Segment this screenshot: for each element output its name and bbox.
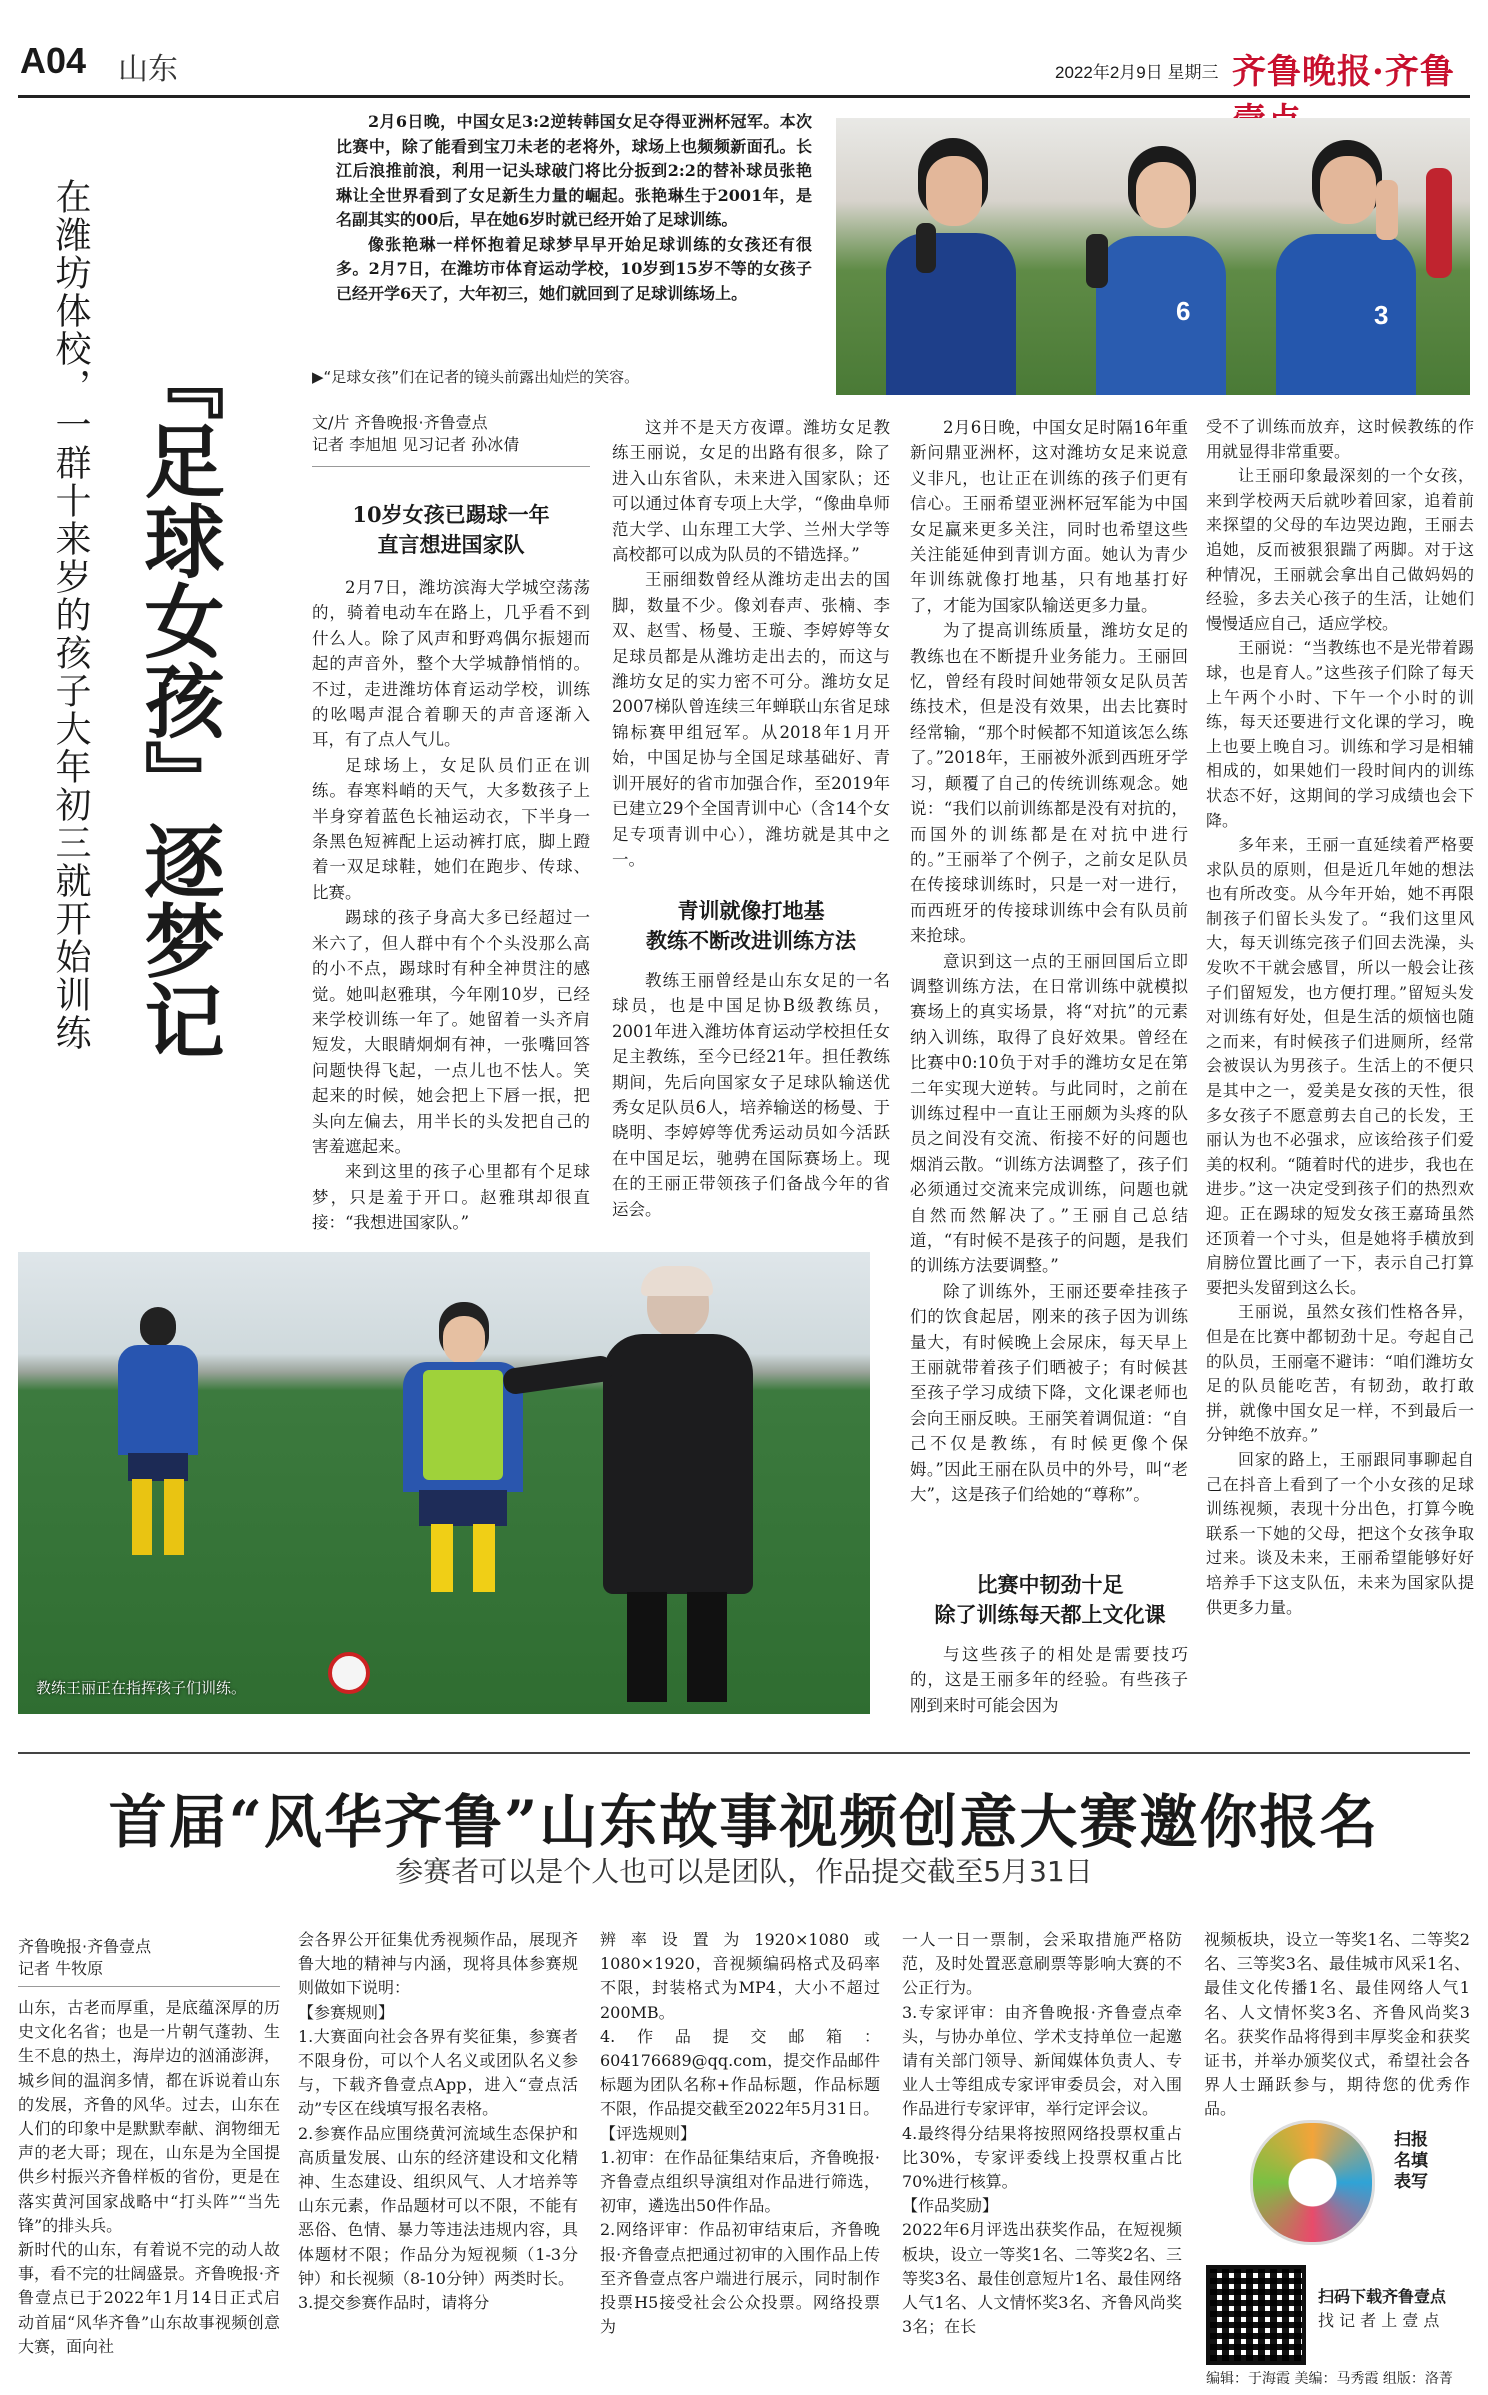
column-2b — [612, 968, 890, 1222]
page-footer-credits: 编辑：于海霞 美编：马秀霞 组版：洛菁 — [1206, 2371, 1453, 2387]
contest-col-4: 一人一日一票制，会采取措施严格防范，及时处置恶意刷票等影响大赛的不公正行为。 3.专家评审：由齐鲁晚报·齐鲁壹点牵头，与协办单位、学术支持单位一起邀请有关部门领导、新闻媒体负责人、专业人士等组成专家评审委员会，对入围作品进行专家评审，举行定评会议。 4.最终得分结果将按照网络投票权重占比30%，专家评委线上投票权重占比70%进行核算。 【作品奖励】 2022年6月评选出获奖作品，在短视频板块，设立一等奖1名、二等奖2名、三等奖3名、最佳创意短片1名、最佳网络人气1名、人文情怀奖3名、齐鲁风尚奖3名；在长 — [902, 1930, 1182, 2337]
col1-para: 足球场上，女足队员们正在训练。春寒料峭的天气，大多数孩子上半身穿着蓝色长袖运动衣，下半身一条黑色短裤配上运动裤打底，脚上蹬着一双足球鞋，她们在跑步、传球、比赛。 — [312, 755, 590, 902]
contest-byline — [18, 1936, 278, 1980]
app-qr-label — [1318, 2285, 1478, 2333]
subhead-3: 比赛中韧劲十足 除了训练每天都上文化课 — [934, 1572, 1166, 1627]
photo1-caption: ▶“足球女孩”们在记者的镜头前露出灿烂的笑容。 — [312, 368, 640, 386]
col3-para: 2月6日晚，中国女足时隔16年重新问鼎亚洲杯，这对潍坊女足来说意义非凡，也让正在训练的孩子们更有信心。王丽希望亚洲杯冠军能为中国女足赢来更多关注，同时也希望这些关注能延伸到青训方面。她认为青少年训练就像打地基，只有地基打好了，才能为国家队输送更多力量。 — [910, 418, 1188, 615]
column-3b — [910, 1642, 1188, 1718]
signup-qr-label: 扫报名填表写 — [1394, 2130, 1428, 2192]
contest-col-3: 辨率设置为1920×1080或1080×1920，音视频编码格式及码率不限，封装格式为MP4，大小不超过200MB。 4.作品提交邮箱：604176689@qq.com，提交作品邮件标题为团队名称+作品标题，作品标题不限，作品提交截至2022年5月31日。 【评选规则】 1.初审：在作品征集结束后，齐鲁晚报·齐鲁壹点组织导演组对作品进行筛选，初审，遴选出50件作品。 2.网络评审：作品初审结束后，齐鲁晚报·齐鲁壹点把通过初审的入围作品上传至齐鲁壹点客户端进行展示，同时制作投票H5接受社会公众投票。网络投票为 — [600, 1930, 880, 2337]
article-intro — [336, 110, 812, 306]
col2b-para: 教练王丽曾经是山东女足的一名球员，也是中国足协B级教练员，2001年进入潍坊体育运动学校担任女足主教练，至今已经21年。担任教练期间，先后向国家女子足球队输送优秀女足队员6人，培养输送的杨曼、于晓明、李婷婷等优秀运动员如今活跃在中国足坛，驰骋在国际赛场上。现在的王丽正带领孩子们备战今年的省运会。 — [612, 971, 890, 1219]
col4-para: 王丽说，虽然女孩们性格各异，但是在比赛中都韧劲十足。夸起自己的队员，王丽毫不避讳：“咱们潍坊女足的队员能吃苦，有韧劲，敢打敢拼，就像中国女足一样，不到最后一分钟绝不放弃。” — [1206, 1302, 1474, 1445]
byline-line-2: 记者 李旭旭 见习记者 孙冰倩 — [312, 435, 520, 454]
contest-byline-line-1: 齐鲁晚报·齐鲁壹点 — [18, 1937, 152, 1956]
app-qr-label-line-1: 扫码下载齐鲁壹点 — [1318, 2287, 1447, 2306]
col2-para: 这并不是天方夜谭。潍坊女足教练王丽说，女足的出路有很多，除了进入山东省队，未来进入国家队；还可以通过体育专项上大学，“像曲阜师范大学、山东理工大学、兰州大学等高校都可以成为队员的不错选择。” — [612, 418, 890, 565]
intro-para-1: 2月6日晚，中国女足3:2逆转韩国女足夺得亚洲杯冠军。本次比赛中，除了能看到宝刀未老的老将外，球场上也频频新面孔。长江后浪推前浪，利用一记头球破门将比分扳到2:2的替补球员张艳琳让全世界看到了女足新生力量的崛起。张艳琳生于2001年，是名副其实的00后，早在她6岁时就已经开始了足球训练。 — [336, 112, 812, 229]
photo-football-girls: 6 3 — [836, 118, 1470, 395]
issue-date: 2022年2月9日 星期三 — [1055, 63, 1219, 82]
article-title: 『足球女孩』逐梦记 — [131, 340, 225, 1060]
subhead-1: 10岁女孩已踢球一年 直言想进国家队 — [352, 502, 550, 557]
column-2 — [612, 415, 890, 872]
col3-para: 意识到这一点的王丽回国后立即调整训练方法，在日常训练中就模拟赛场上的真实场景，将“对抗”的元素纳入训练，取得了良好效果。曾经在比赛中0:10负于对手的潍坊女足在第二年实现大逆转。与此同时，之前在训练过程中一直让王丽颇为头疼的队员之间没有交流、衔接不好的问题也烟消云散。“训练方法调整了，孩子们必须通过交流来完成训练，问题也就自然而然解决了。”王丽自己总结道，“有时候不是孩子的问题，是我们的训练方法要调整。” — [910, 951, 1188, 1276]
col3b-para: 与这些孩子的相处是需要技巧的，这是王丽多年的经验。有些孩子刚到来时可能会因为 — [910, 1645, 1188, 1715]
contest-col-5: 视频板块，设立一等奖1名、二等奖2名、三等奖3名、最佳城市风采1名、最佳文化传播1名、最佳网络人气1名、人文情怀奖3名、齐鲁风尚奖3名。获奖作品将得到丰厚奖金和获奖证书，并举办颁奖仪式，希望社会各界人士踊跃参与，期待您的优秀作品。 — [1204, 1930, 1470, 2119]
article-byline — [312, 412, 582, 456]
col1-para: 踢球的孩子身高大多已经超过一米六了，但人群中有个个头没那么高的小不点，踢球时有种全神贯注的感觉。她叫赵雅琪，今年刚10岁，已经来学校训练一年了。她留着一头齐肩短发，大眼睛炯炯有神，一张嘴回答问题快得飞起，一点儿也不怯人。笑起来的时候，她会把上下唇一抿，把头向左偏去，用半长的头发把自己的害羞遮起来。 — [312, 908, 590, 1156]
contest-byline-rule — [18, 1986, 280, 1987]
col1-para: 来到这里的孩子心里都有个足球梦，只是羞于开口。赵雅琪却很直接：“我想进国家队。” — [312, 1162, 590, 1233]
col3-para: 除了训练外，王丽还要牵挂孩子们的饮食起居，刚来的孩子因为训练量大，有时候晚上会尿床，每天早上王丽就带着孩子们晒被子；有时候甚至孩子学习成绩下降，文化课老师也会向王丽反映。王丽笑着调侃道：“自己不仅是教练，有时候更像个保姆。”因此王丽在队员中的外号，叫“老大”，这是孩子们给她的“尊称”。 — [910, 1281, 1188, 1505]
col4-para: 王丽说：“当教练也不是光带着踢球，也是育人。”这些孩子们除了每天上午两个小时、下午一个小时的训练，每天还要进行文化课的学习，晚上也要上晚自习。训练和学习是相辅相成的，如果她们一段时间内的训练状态不好，这期间的学习成绩也会下降。 — [1206, 638, 1474, 830]
byline-rule — [312, 466, 590, 467]
app-qr-label-line-2: 找 记 者 上 壹 点 — [1318, 2311, 1440, 2330]
col2-para: 王丽细数曾经从潍坊走出去的国脚，数量不少。像刘春声、张楠、李双、赵雪、杨曼、王璇、李婷婷等女足球员都是从潍坊走出去的，而这与潍坊女足的实力密不可分。潍坊女足2007梯队曾连续三年蝉联山东省足球锦标赛甲组冠军。从2018年1月开始，中国足协与全国足球基础好、青训开展好的省市加强合作，至2019年已建立29个全国青训中心（含14个女足专项青训中心），潍坊就是其中之一。 — [612, 570, 890, 869]
column-1 — [312, 575, 590, 1236]
col4-para: 让王丽印象最深刻的一个女孩，来到学校两天后就吵着回家，追着前来探望的父母的车边哭边跑，王丽去追她，反而被狠狠踹了两脚。对于这种情况，王丽就会拿出自己做妈妈的经验，多去关心孩子的生活，让她们慢慢适应自己，适应学校。 — [1206, 466, 1474, 633]
section-divider — [18, 1752, 1470, 1754]
col4-para: 多年来，王丽一直延续着严格要求队员的原则，但是近几年她的想法也有所改变。从今年开始，她不再限制孩子们留长头发了。“我们这里风大，每天训练完孩子们回去洗澡，头发吹不干就会感冒，所以一般会让孩子们留短发，也方便打理。”留短头发对训练有好处，但是生活的烦恼也随之而来，有时候孩子们进厕所，经常会被误认为男孩子。生活上的不便只是其中之一，爱美是女孩的天性，很多女孩子不愿意剪去自己的长发，王丽认为也不必强求，应该给孩子们爱美的权利。“随着时代的进步，我也在进步。”这一决定受到孩子们的热烈欢迎。正在踢球的短发女孩王嘉琦虽然还顶着一个寸头，但是她将手横放到肩膀位置比画了一下，表示自己打算要把头发留到这么长。 — [1206, 835, 1474, 1297]
newspaper-logo: 齐鲁晚报·齐鲁 — [1232, 52, 1455, 92]
intro-para-2: 像张艳琳一样怀抱着足球梦早早开始足球训练的女孩还有很多。2月7日，在潍坊市体育运动学校，10岁到15岁不等的女孩子已经开学6天了，大年初三，她们就回到了足球训练场上。 — [336, 234, 812, 303]
article-deck: 在潍坊体校，一群十来岁的孩子大年初三就开始训练 — [50, 178, 91, 1052]
photo-coach-training — [18, 1252, 870, 1714]
signup-qr-code[interactable] — [1250, 2120, 1375, 2245]
col1-para: 2月7日，潍坊滨海大学城空荡荡的，骑着电动车在路上，几乎看不到什么人。除了风声和野鸡偶尔振翅而起的声音外，整个大学城静悄悄的。不过，走进潍坊体育运动学校，训练的吆喝声混合着聊天的声音逐渐入耳，有了点人气儿。 — [312, 578, 590, 750]
contest-col-2: 会各界公开征集优秀视频作品，展现齐鲁大地的精神与内涵，现将具体参赛规则做如下说明： 【参赛规则】 1.大赛面向社会各界有奖征集，参赛者不限身份，可以个人名义或团队名义参与，下载齐鲁壹点App，进入“壹点活动”专区在线填写报名表格。 2.参赛作品应围绕黄河流域生态保护和高质量发展、山东的经济建设和文化精神、生态建设、组织风气、人才培养等山东元素，作品题材可以不限，不能有恶俗、色情、暴力等违法违规内容，具体题材不限；作品分为短视频（1-3分钟）和长视频（8-10分钟）两类时长。 3.提交参赛作品时，请将分 — [298, 1930, 578, 2313]
column-4 — [1206, 415, 1474, 1620]
col4-para: 受不了训练而放弃，这时候教练的作用就显得非常重要。 — [1206, 417, 1474, 461]
column-3 — [910, 415, 1188, 1507]
byline-line-1: 文/片 齐鲁晚报·齐鲁壹点 — [312, 413, 488, 432]
contest-byline-line-2: 记者 牛牧原 — [18, 1959, 104, 1978]
col4-para: 回家的路上，王丽跟同事聊起自己在抖音上看到了一个小女孩的足球训练视频，表现十分出色，打算今晚联系一下她的父母，把这个女孩争取过来。谈及未来，王丽希望能够好好培养手下这支队伍，未来为国家队提供更多力量。 — [1206, 1449, 1474, 1617]
app-qr-code[interactable] — [1206, 2265, 1306, 2365]
page-number: A04 — [20, 40, 87, 81]
contest-col-1: 山东，古老而厚重，是底蕴深厚的历史文化名省；也是一片朝气蓬勃、生生不息的热土，海岸边的汹涌澎湃，城乡间的温润多情，都在诉说着山东的发展，齐鲁的风华。过去，山东在人们的印象中是默默奉献、润物细无声的老大哥；现在，山东是为全国提供乡村振兴齐鲁样板的省份，更是在落实黄河国家战略中“打头阵”“当先锋”的排头兵。 新时代的山东，有着说不完的动人故事，看不完的壮阔盛景。齐鲁晚报·齐鲁壹点已于2022年1月14日正式启动首届“风华齐鲁”山东故事视频创意大赛，面向社 — [18, 1998, 280, 2356]
photo2-caption: 教练王丽正在指挥孩子们训练。 — [36, 1679, 247, 1697]
contest-title: 首届“风华齐鲁”山东故事视频创意大赛邀你报名 — [108, 1788, 1380, 1856]
subhead-2: 青训就像打地基 教练不断改进训练方法 — [646, 898, 856, 953]
header-rule — [18, 95, 1470, 98]
col3-para: 为了提高训练质量，潍坊女足的教练也在不断提升业务能力。王丽回忆，曾经有段时间她带领女足队员苦练技术，但是没有效果，出去比赛时经常输，“那个时候都不知道该怎么练了。”2018年，王丽被外派到西班牙学习，颠覆了自己的传统训练观念。她说：“我们以前训练都是没有对抗的，而国外的训练都是在对抗中进行的。”王丽举了个例子，之前女足队员在传接球训练时，只是一对一进行，而西班牙的传接球训练中会有队员前来抢球。 — [910, 621, 1188, 946]
section-name: 山东 — [118, 52, 178, 87]
contest-subtitle: 参赛者可以是个人也可以是团队，作品提交截至5月31日 — [395, 1855, 1093, 1888]
